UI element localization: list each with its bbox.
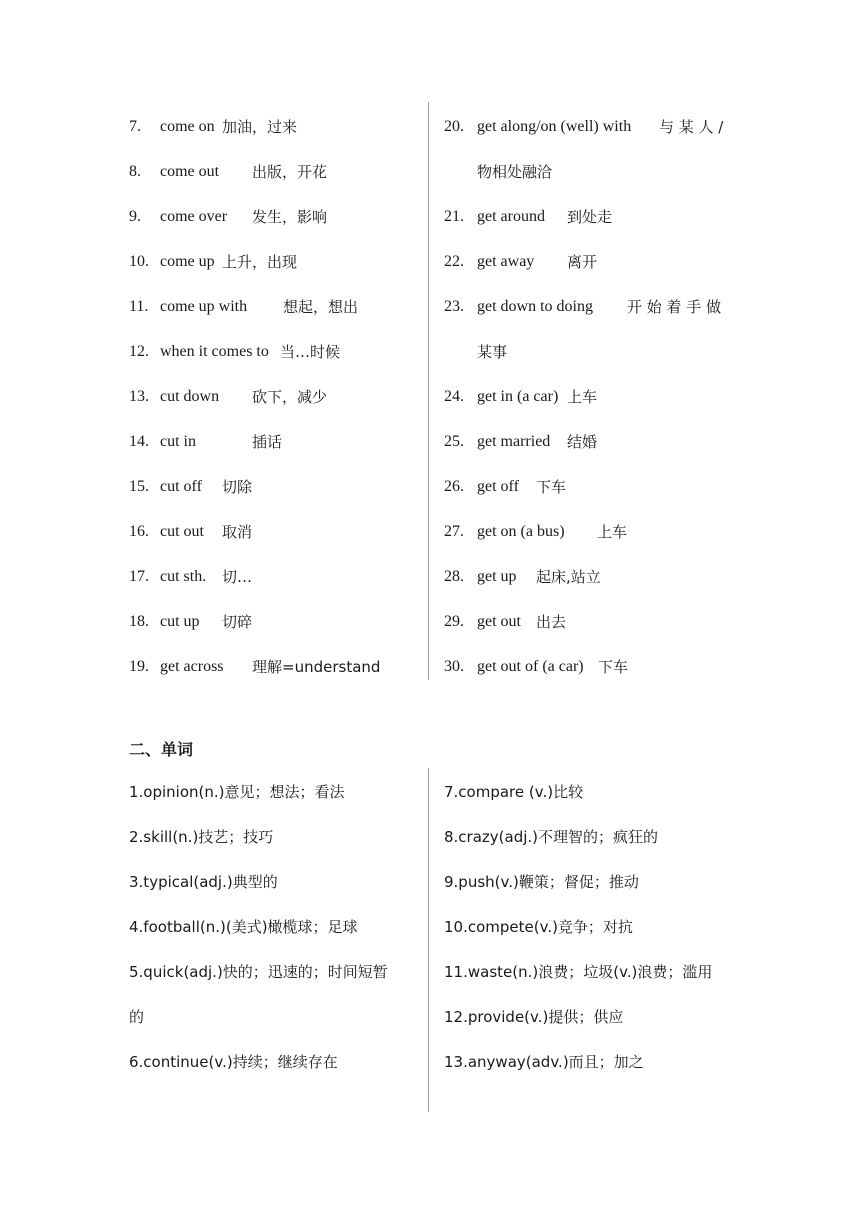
word-entry: 2.skill(n.)技艺；技巧 xyxy=(129,828,274,846)
phrase-english: get along/on (well) with xyxy=(477,118,632,135)
phrase-number: 29. xyxy=(444,613,464,630)
phrase-chinese: 起床,站立 xyxy=(536,568,601,586)
phrase-chinese: 出版，开花 xyxy=(252,163,328,181)
phrase-chinese: 插话 xyxy=(252,433,283,451)
phrase-number: 9. xyxy=(129,208,141,225)
phrase-chinese: 到处走 xyxy=(567,208,613,226)
phrase-english: cut in xyxy=(160,433,196,450)
phrase-chinese: 出去 xyxy=(536,613,567,631)
phrase-number: 27. xyxy=(444,523,464,540)
word-entry: 11.waste(n.)浪费；垃圾(v.)浪费；滥用 xyxy=(444,963,713,981)
phrase-english: get down to doing xyxy=(477,298,593,315)
phrase-number: 18. xyxy=(129,613,149,630)
word-entry: 3.typical(adj.)典型的 xyxy=(129,873,278,891)
phrase-english: get across xyxy=(160,658,224,675)
phrase-chinese: 物相处融洽 xyxy=(477,163,553,181)
phrase-number: 8. xyxy=(129,163,141,180)
phrase-chinese: 下车 xyxy=(598,658,629,676)
word-entry: 8.crazy(adj.)不理智的；疯狂的 xyxy=(444,828,659,846)
phrase-chinese: 下车 xyxy=(536,478,567,496)
section-heading-words: 二、单词 xyxy=(129,740,194,759)
phrase-english: cut sth. xyxy=(160,568,207,585)
phrase-english: cut out xyxy=(160,523,204,540)
phrase-english: cut off xyxy=(160,478,202,495)
phrase-english: come on xyxy=(160,118,215,135)
phrase-english: when it comes to xyxy=(160,343,269,360)
phrase-chinese: 结婚 xyxy=(567,433,598,451)
phrases-column-divider xyxy=(428,102,429,680)
phrase-chinese: 切碎 xyxy=(222,613,253,631)
word-entry: 6.continue(v.)持续；继续存在 xyxy=(129,1053,338,1071)
word-entry: 10.compete(v.)竞争；对抗 xyxy=(444,918,633,936)
phrase-chinese: 上车 xyxy=(597,523,628,541)
phrase-number: 16. xyxy=(129,523,149,540)
phrase-chinese: 发生，影响 xyxy=(252,208,328,226)
phrase-number: 10. xyxy=(129,253,149,270)
phrase-chinese: 加油，过来 xyxy=(222,118,298,136)
phrase-english: get married xyxy=(477,433,551,450)
word-entry: 5.quick(adj.)快的；迅速的；时间短暂 xyxy=(129,963,388,981)
phrase-english: come up with xyxy=(160,298,248,315)
phrase-chinese: 上车 xyxy=(567,388,598,406)
word-entry: 13.anyway(adv.)而且；加之 xyxy=(444,1053,644,1071)
word-entry: 的 xyxy=(129,1008,145,1026)
word-entry: 12.provide(v.)提供；供应 xyxy=(444,1008,624,1026)
word-entry: 7.compare (v.)比较 xyxy=(444,783,584,801)
phrase-number: 22. xyxy=(444,253,464,270)
phrase-chinese: 取消 xyxy=(222,523,253,541)
phrase-english: get out xyxy=(477,613,521,630)
phrase-number: 24. xyxy=(444,388,464,405)
phrase-number: 15. xyxy=(129,478,149,495)
words-column-divider xyxy=(428,768,429,1112)
phrase-english: get up xyxy=(477,568,517,585)
phrase-english: get in (a car) xyxy=(477,388,559,405)
phrase-english: get off xyxy=(477,478,519,495)
phrase-number: 26. xyxy=(444,478,464,495)
phrase-number: 14. xyxy=(129,433,149,450)
phrase-number: 23. xyxy=(444,298,464,315)
phrase-english: get around xyxy=(477,208,545,225)
phrase-chinese: 与 某 人 / xyxy=(659,118,724,136)
phrase-number: 21. xyxy=(444,208,464,225)
phrase-number: 20. xyxy=(444,118,464,135)
phrase-chinese: 开 始 着 手 做 xyxy=(627,298,722,316)
phrase-number: 13. xyxy=(129,388,149,405)
phrase-english: cut up xyxy=(160,613,200,630)
phrase-chinese: 上升，出现 xyxy=(222,253,298,271)
phrase-chinese: 某事 xyxy=(477,343,508,361)
phrase-english: get on (a bus) xyxy=(477,523,565,540)
phrase-chinese: 离开 xyxy=(567,253,598,271)
phrase-english: get away xyxy=(477,253,535,270)
phrase-number: 7. xyxy=(129,118,141,135)
phrase-english: come out xyxy=(160,163,220,180)
word-entry: 4.football(n.)(美式)橄榄球；足球 xyxy=(129,918,358,936)
word-entry: 1.opinion(n.)意见；想法；看法 xyxy=(129,783,345,801)
phrase-number: 19. xyxy=(129,658,149,675)
phrase-chinese: 切… xyxy=(222,568,253,586)
phrase-number: 12. xyxy=(129,343,149,360)
phrase-english: get out of (a car) xyxy=(477,658,584,675)
phrase-english: come over xyxy=(160,208,228,225)
phrase-chinese: 想起，想出 xyxy=(283,298,359,316)
phrase-english: cut down xyxy=(160,388,220,405)
phrase-number: 30. xyxy=(444,658,464,675)
phrase-chinese: 切除 xyxy=(222,478,253,496)
phrase-number: 25. xyxy=(444,433,464,450)
phrase-number: 28. xyxy=(444,568,464,585)
phrase-number: 17. xyxy=(129,568,149,585)
phrase-english: come up xyxy=(160,253,215,270)
phrase-chinese: 当…时候 xyxy=(280,343,341,361)
phrase-chinese: 理解=understand xyxy=(252,658,381,676)
phrase-number: 11. xyxy=(129,298,149,315)
word-entry: 9.push(v.)鞭策；督促；推动 xyxy=(444,873,639,891)
phrase-chinese: 砍下，减少 xyxy=(252,388,328,406)
